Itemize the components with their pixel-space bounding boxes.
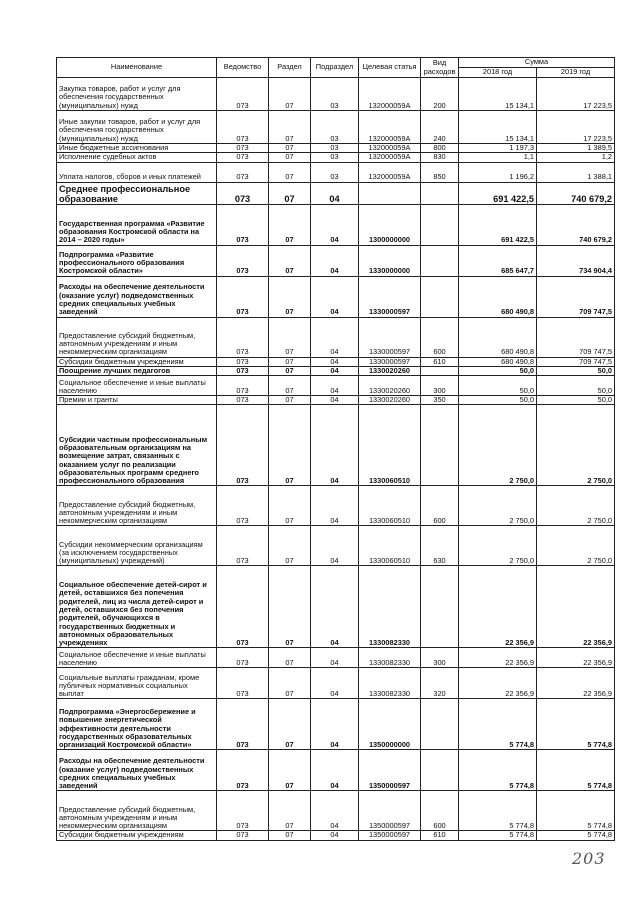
cell-kind [421,204,459,245]
cell-dept: 073 [217,111,269,144]
cell-section: 07 [269,182,311,204]
cell-target: 1330000597 [359,276,421,317]
cell-subsection: 04 [311,204,359,245]
cell-2019: 1 388,1 [537,162,615,182]
cell-dept: 073 [217,376,269,396]
cell-kind [421,366,459,375]
cell-2019: 1,2 [537,153,615,162]
budget-document [56,57,614,841]
table-row [57,182,615,204]
cell-dept: 073 [217,405,269,486]
table-row [57,750,615,791]
cell-2019: 17 223,5 [537,111,615,144]
cell-section: 07 [269,111,311,144]
cell-name: Расходы на обеспечение деятельности (оказание услуг) подведомственных средних специальных учебных заведений [57,750,217,791]
cell-name: Иные бюджетные ассигнования [57,144,217,153]
col-header-name: Наименование [57,58,217,78]
cell-section: 07 [269,204,311,245]
cell-dept: 073 [217,668,269,699]
cell-name: Предоставление субсидий бюджетным, автономным учреждениям и иным некоммерческим организациям [57,791,217,831]
cell-subsection: 03 [311,162,359,182]
cell-kind [421,276,459,317]
cell-2018: 2 750,0 [459,526,537,566]
cell-subsection: 04 [311,526,359,566]
cell-kind [421,699,459,750]
col-header-dept: Ведомство [217,58,269,78]
cell-kind: 630 [421,526,459,566]
cell-kind: 850 [421,162,459,182]
cell-target: 1330020260 [359,396,421,405]
cell-2018: 1,1 [459,153,537,162]
cell-dept: 073 [217,162,269,182]
cell-2019: 740 679,2 [537,182,615,204]
cell-dept: 073 [217,144,269,153]
cell-kind: 610 [421,831,459,840]
table-row [57,566,615,648]
table-row [57,366,615,375]
cell-kind [421,245,459,276]
cell-section: 07 [269,668,311,699]
cell-target: 1330060510 [359,405,421,486]
cell-dept: 073 [217,648,269,668]
table-row [57,204,615,245]
cell-2019: 5 774,8 [537,791,615,831]
cell-subsection: 04 [311,699,359,750]
cell-name: Подпрограмма «Энергосбережение и повышение энергетической эффективности деятельности государственных образовательных организаций Костромской области» [57,699,217,750]
cell-dept: 073 [217,78,269,111]
cell-name: Иные закупки товаров, работ и услуг для обеспечения государственных (муниципальных) нужд [57,111,217,144]
cell-subsection: 04 [311,648,359,668]
cell-kind: 830 [421,153,459,162]
cell-subsection: 04 [311,317,359,357]
col-header-2018: 2018 год [459,68,537,78]
cell-dept: 073 [217,317,269,357]
cell-section: 07 [269,357,311,366]
cell-name: Среднее профессиональное образование [57,182,217,204]
table-row [57,831,615,840]
cell-section: 07 [269,162,311,182]
cell-target: 132000059A [359,144,421,153]
cell-name: Предоставление субсидий бюджетным, автономным учреждениям и иным некоммерческим организациям [57,317,217,357]
table-row [57,376,615,396]
cell-target: 1350000597 [359,750,421,791]
cell-name: Социальное обеспечение и иные выплаты населению [57,648,217,668]
table-row [57,648,615,668]
cell-name: Закупка товаров, работ и услуг для обеспечения государственных (муниципальных) нужд [57,78,217,111]
cell-target: 132000059A [359,111,421,144]
page-number: 203 [572,849,606,868]
cell-2019: 22 356,9 [537,566,615,648]
table-row [57,486,615,526]
table-row [57,396,615,405]
cell-2018: 22 356,9 [459,648,537,668]
cell-name: Исполнение судебных актов [57,153,217,162]
cell-2018: 691 422,5 [459,182,537,204]
cell-name: Субсидии бюджетным учреждениям [57,357,217,366]
cell-section: 07 [269,144,311,153]
cell-dept: 073 [217,153,269,162]
table-row [57,111,615,144]
cell-target: 1330060510 [359,526,421,566]
cell-2018: 691 422,5 [459,204,537,245]
cell-subsection: 03 [311,153,359,162]
cell-dept: 073 [217,750,269,791]
cell-2018: 5 774,8 [459,791,537,831]
cell-target: 132000059A [359,153,421,162]
cell-kind: 240 [421,111,459,144]
cell-2019: 5 774,8 [537,699,615,750]
cell-kind: 600 [421,317,459,357]
cell-name: Премии и гранты [57,396,217,405]
cell-kind: 300 [421,376,459,396]
cell-2019: 2 750,0 [537,526,615,566]
cell-2018: 1 197,3 [459,144,537,153]
cell-target: 1330020260 [359,376,421,396]
cell-dept: 073 [217,182,269,204]
cell-2019: 50,0 [537,366,615,375]
cell-dept: 073 [217,396,269,405]
cell-name: Государственная программа «Развитие образования Костромской области на 2014 – 2020 годы» [57,204,217,245]
cell-section: 07 [269,486,311,526]
table-row [57,526,615,566]
cell-section: 07 [269,245,311,276]
cell-dept: 073 [217,791,269,831]
table-row [57,668,615,699]
cell-subsection: 04 [311,245,359,276]
cell-2019: 1 389,5 [537,144,615,153]
cell-name: Уплата налогов, сборов и иных платежей [57,162,217,182]
cell-2019: 22 356,9 [537,648,615,668]
cell-target: 1350000597 [359,831,421,840]
cell-section: 07 [269,317,311,357]
cell-2018: 1 196,2 [459,162,537,182]
cell-kind [421,566,459,648]
cell-kind: 350 [421,396,459,405]
cell-2019: 50,0 [537,376,615,396]
cell-2019: 2 750,0 [537,486,615,526]
cell-subsection: 04 [311,376,359,396]
cell-dept: 073 [217,699,269,750]
cell-2018: 2 750,0 [459,405,537,486]
cell-subsection: 04 [311,750,359,791]
cell-2018: 5 774,8 [459,831,537,840]
cell-2018: 15 134,1 [459,78,537,111]
cell-2018: 50,0 [459,376,537,396]
cell-section: 07 [269,366,311,375]
cell-kind: 300 [421,648,459,668]
cell-subsection: 04 [311,791,359,831]
cell-dept: 073 [217,486,269,526]
cell-2019: 709 747,5 [537,276,615,317]
cell-target: 132000059A [359,78,421,111]
cell-2019: 734 904,4 [537,245,615,276]
cell-name: Субсидии частным профессиональным образовательным организациям на возмещение затрат, связанных с оказанием услуг по реализации образовательных программ среднего профессионального образования [57,405,217,486]
cell-2019: 709 747,5 [537,357,615,366]
cell-name: Субсидии некоммерческим организациям (за исключением государственных (муниципальных) учреждений) [57,526,217,566]
cell-target: 1330082330 [359,668,421,699]
cell-2018: 2 750,0 [459,486,537,526]
cell-section: 07 [269,791,311,831]
cell-target: 1330000000 [359,245,421,276]
cell-subsection: 04 [311,366,359,375]
cell-section: 07 [269,750,311,791]
cell-name: Социальное обеспечение и иные выплаты населению [57,376,217,396]
col-header-2019: 2019 год [537,68,615,78]
cell-target [359,182,421,204]
table-body [57,78,615,841]
cell-target: 1350000000 [359,699,421,750]
table-row [57,357,615,366]
cell-dept: 073 [217,566,269,648]
cell-name: Социальные выплаты гражданам, кроме публичных нормативных социальных выплат [57,668,217,699]
cell-2018: 15 134,1 [459,111,537,144]
cell-dept: 073 [217,366,269,375]
cell-2018: 685 647,7 [459,245,537,276]
cell-kind [421,405,459,486]
budget-table [56,57,615,841]
cell-target: 1330082330 [359,648,421,668]
cell-kind [421,750,459,791]
cell-section: 07 [269,566,311,648]
cell-kind: 320 [421,668,459,699]
cell-2019: 17 223,5 [537,78,615,111]
cell-2018: 50,0 [459,366,537,375]
cell-name: Расходы на обеспечение деятельности (оказание услуг) подведомственных средних специальных учебных заведений [57,276,217,317]
cell-section: 07 [269,831,311,840]
col-header-subsection: Подраздел [311,58,359,78]
cell-target: 1330020260 [359,366,421,375]
cell-subsection: 04 [311,276,359,317]
cell-name: Предоставление субсидий бюджетным, автономным учреждениям и иным некоммерческим организациям [57,486,217,526]
cell-kind: 800 [421,144,459,153]
cell-target: 132000059A [359,162,421,182]
cell-section: 07 [269,376,311,396]
cell-dept: 073 [217,526,269,566]
cell-kind: 600 [421,791,459,831]
cell-2018: 50,0 [459,396,537,405]
col-header-kind: Вид расходов [421,58,459,78]
cell-target: 1300000000 [359,204,421,245]
cell-subsection: 04 [311,831,359,840]
table-row [57,699,615,750]
cell-kind: 600 [421,486,459,526]
cell-section: 07 [269,276,311,317]
cell-dept: 073 [217,357,269,366]
cell-name: Поощрение лучших педагогов [57,366,217,375]
table-row [57,276,615,317]
cell-section: 07 [269,78,311,111]
table-row [57,78,615,111]
cell-2018: 680 490,8 [459,276,537,317]
cell-kind: 610 [421,357,459,366]
cell-name: Подпрограмма «Развитие профессионального образования Костромской области» [57,245,217,276]
cell-subsection: 03 [311,144,359,153]
cell-subsection: 04 [311,182,359,204]
cell-section: 07 [269,526,311,566]
cell-2018: 680 490,8 [459,357,537,366]
table-row [57,162,615,182]
cell-section: 07 [269,396,311,405]
cell-section: 07 [269,699,311,750]
col-header-section: Раздел [269,58,311,78]
cell-target: 1350000597 [359,791,421,831]
cell-2019: 5 774,8 [537,831,615,840]
cell-name: Социальное обеспечение детей-сирот и детей, оставшихся без попечения родителей, лиц из числа детей-сирот и детей, оставшихся без попечения родителей, обучающихся в государственных бюджетных и автономных образовательных учреждениях [57,566,217,648]
cell-2019: 5 774,8 [537,750,615,791]
cell-dept: 073 [217,204,269,245]
cell-subsection: 04 [311,668,359,699]
cell-2019: 740 679,2 [537,204,615,245]
table-row [57,791,615,831]
cell-subsection: 03 [311,111,359,144]
cell-2018: 5 774,8 [459,699,537,750]
cell-subsection: 04 [311,405,359,486]
col-header-sum: Сумма [459,58,615,68]
col-header-target: Целевая статья [359,58,421,78]
cell-target: 1330082330 [359,566,421,648]
cell-target: 1330000597 [359,317,421,357]
cell-section: 07 [269,153,311,162]
table-row [57,245,615,276]
cell-subsection: 04 [311,357,359,366]
cell-kind [421,182,459,204]
cell-subsection: 04 [311,486,359,526]
cell-target: 1330060510 [359,486,421,526]
table-row [57,317,615,357]
cell-2019: 709 747,5 [537,317,615,357]
cell-2019: 22 356,9 [537,668,615,699]
cell-2018: 680 490,8 [459,317,537,357]
cell-name: Субсидии бюджетным учреждениям [57,831,217,840]
table-row [57,144,615,153]
cell-section: 07 [269,648,311,668]
cell-dept: 073 [217,831,269,840]
cell-kind: 200 [421,78,459,111]
cell-2018: 5 774,8 [459,750,537,791]
cell-section: 07 [269,405,311,486]
table-row [57,405,615,486]
cell-dept: 073 [217,276,269,317]
cell-2018: 22 356,9 [459,668,537,699]
cell-dept: 073 [217,245,269,276]
table-row [57,153,615,162]
cell-2019: 2 750,0 [537,405,615,486]
cell-target: 1330000597 [359,357,421,366]
cell-2018: 22 356,9 [459,566,537,648]
cell-subsection: 04 [311,396,359,405]
cell-subsection: 04 [311,566,359,648]
cell-2019: 50,0 [537,396,615,405]
cell-subsection: 03 [311,78,359,111]
